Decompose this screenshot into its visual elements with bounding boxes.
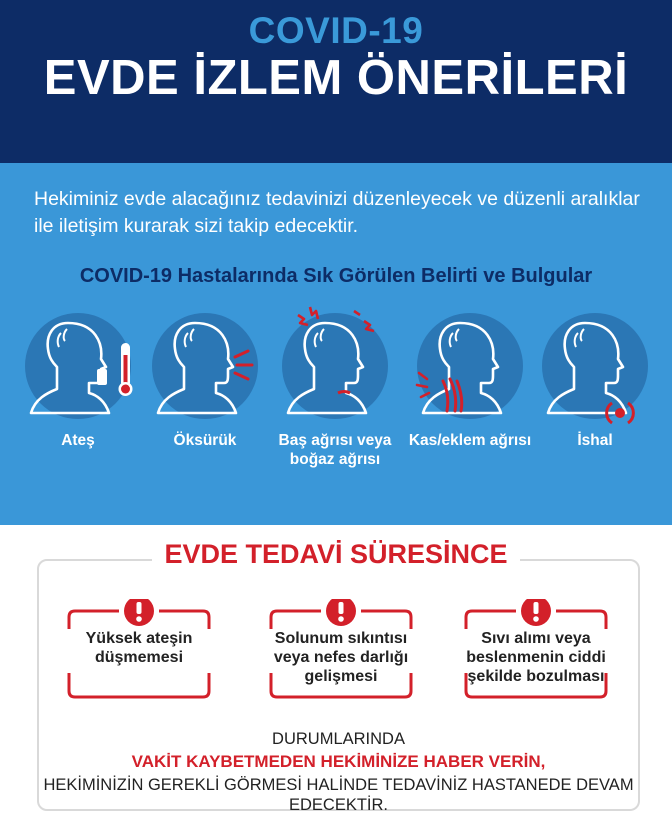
- bottom-line-conditions: DURUMLARINDA: [272, 730, 405, 748]
- bottom-line-warning: VAKİT KAYBETMEDEN HEKİMİNİZE HABER VERİN,: [131, 752, 546, 771]
- warning-card-text: Sıvı alımı veya beslenmenin ciddi şekilde bozulması: [466, 630, 606, 685]
- treatment-title-wrap: [0, 539, 672, 570]
- symptoms-title: COVID-19 Hastalarında Sık Görülen Belirti ve Bulgular: [79, 265, 593, 287]
- stomach-icon: [530, 303, 660, 428]
- thermometer-icon: [13, 303, 143, 428]
- bottom-line-hospital: HEKİMİNİZİN GEREKLİ GÖRMESİ HALİNDE TEDAVİNİZ HASTANEDE DEVAM EDECEKTİR.: [43, 776, 634, 814]
- symptom-label: Baş ağrısı veya boğaz ağrısı: [278, 432, 392, 468]
- symptom-label: Ateş: [61, 432, 95, 449]
- treatment-title: EVDE TEDAVİ SÜRESİNCE: [152, 539, 519, 570]
- header-banner: [0, 0, 672, 163]
- symptom-label: Kas/eklem ağrısı: [408, 432, 532, 449]
- warning-card-text: Yüksek ateşin düşmemesi: [85, 630, 193, 666]
- header-subtitle: COVID-19: [248, 10, 424, 51]
- symptoms-section: [0, 163, 672, 525]
- intro-text: Hekiminiz evde alacağınız tedavinizi düzenleyecek ve düzenli aralıklar ile iletişim kurarak sizi takip edecektir.: [34, 188, 640, 237]
- warning-card-nutrition: [460, 603, 612, 705]
- page-title: EVDE İZLEM ÖNERİLERİ: [43, 51, 629, 105]
- headache-icon: [270, 303, 400, 428]
- symptom-label: Öksürük: [173, 432, 237, 449]
- muscle-pain-icon: [405, 303, 535, 428]
- cough-icon: [140, 303, 270, 428]
- warning-card-fever: [63, 603, 215, 705]
- warning-card-breathing: [265, 603, 417, 705]
- warning-card-text: Solunum sıkıntısı veya nefes darlığı gelişmesi: [273, 630, 409, 685]
- symptom-label: İshal: [577, 432, 613, 449]
